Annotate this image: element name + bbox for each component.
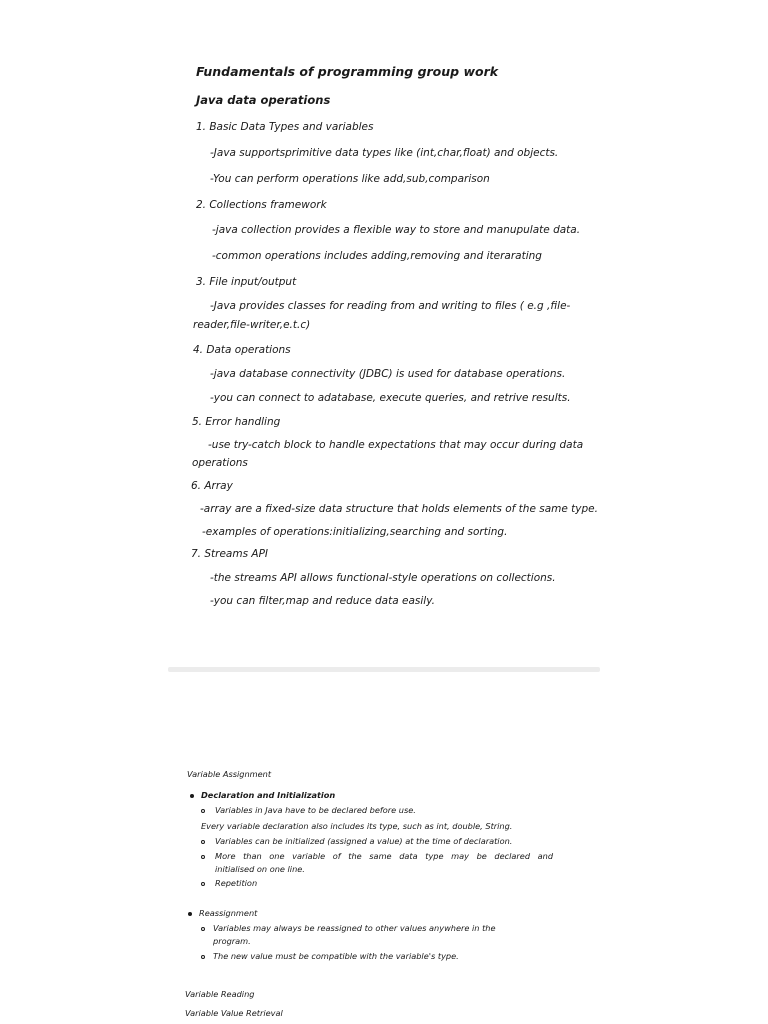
section-text: -examples of operations:initializing,searching and sorting. bbox=[202, 526, 508, 538]
list-item: The new value must be compatible with the variable's type. bbox=[213, 951, 459, 961]
bullet-reassignment: Reassignment bbox=[199, 908, 258, 918]
list-item: Repetition bbox=[215, 878, 258, 888]
section-text: -Java supportsprimitive data types like (int,char,float) and objects. bbox=[210, 147, 559, 159]
section-text: -the streams API allows functional-style operations on collections. bbox=[210, 572, 556, 584]
circle-bullet-icon bbox=[201, 882, 205, 886]
circle-bullet-icon bbox=[201, 955, 205, 959]
variable-assignment-heading: Variable Assignment bbox=[187, 769, 272, 779]
section-heading-3: 3. File input/output bbox=[196, 276, 297, 288]
list-item: Every variable declaration also includes its type, such as int, double, String. bbox=[201, 821, 513, 831]
circle-bullet-icon bbox=[201, 809, 205, 813]
circle-bullet-icon bbox=[201, 855, 205, 859]
circle-bullet-icon bbox=[201, 927, 205, 931]
list-item: Variables in Java have to be declared before use. bbox=[215, 805, 416, 815]
list-item: Variables may always be reassigned to other values anywhere in the bbox=[213, 923, 496, 933]
section-heading-1: 1. Basic Data Types and variables bbox=[196, 121, 374, 133]
bullet-icon bbox=[188, 912, 192, 916]
document-title: Fundamentals of programming group work bbox=[196, 64, 499, 79]
section-text: -you can connect to adatabase, execute queries, and retrive results. bbox=[210, 392, 571, 404]
bullet-icon bbox=[190, 794, 194, 798]
list-item: program. bbox=[213, 936, 251, 946]
circle-bullet-icon bbox=[201, 840, 205, 844]
section-text: -java database connectivity (JDBC) is used for database operations. bbox=[210, 368, 566, 380]
list-item: initialised on one line. bbox=[215, 864, 305, 874]
bullet-declaration: Declaration and Initialization bbox=[201, 790, 336, 800]
section-heading-4: 4. Data operations bbox=[193, 344, 291, 356]
section-text: -java collection provides a flexible way to store and manupulate data. bbox=[212, 224, 581, 236]
section-text: -array are a fixed-size data structure that holds elements of the same type. bbox=[200, 503, 598, 515]
section-heading-5: 5. Error handling bbox=[192, 416, 281, 428]
section-heading-7: 7. Streams API bbox=[191, 548, 268, 560]
variable-value-retrieval-subheading: Variable Value Retrieval bbox=[185, 1008, 283, 1018]
section-text: -Java provides classes for reading from and writing to files ( e.g ,file- bbox=[210, 300, 571, 312]
section-text: reader,file-writer,e.t.c) bbox=[193, 319, 311, 331]
section-heading-2: 2. Collections framework bbox=[196, 199, 327, 211]
section-text: -common operations includes adding,removing and iterarating bbox=[212, 250, 542, 262]
list-item: More than one variable of the same data type may be declared and bbox=[215, 851, 554, 861]
section-text: -you can filter,map and reduce data easily. bbox=[210, 595, 435, 607]
page-divider bbox=[168, 667, 600, 672]
section-heading-6: 6. Array bbox=[191, 480, 233, 492]
section-text: -use try-catch block to handle expectations that may occur during data bbox=[208, 439, 584, 451]
section-text: operations bbox=[192, 457, 248, 469]
variable-reading-heading: Variable Reading bbox=[185, 989, 255, 999]
document-subtitle: Java data operations bbox=[196, 93, 331, 107]
list-item: Variables can be initialized (assigned a value) at the time of declaration. bbox=[215, 836, 513, 846]
section-text: -You can perform operations like add,sub,comparison bbox=[210, 173, 490, 185]
